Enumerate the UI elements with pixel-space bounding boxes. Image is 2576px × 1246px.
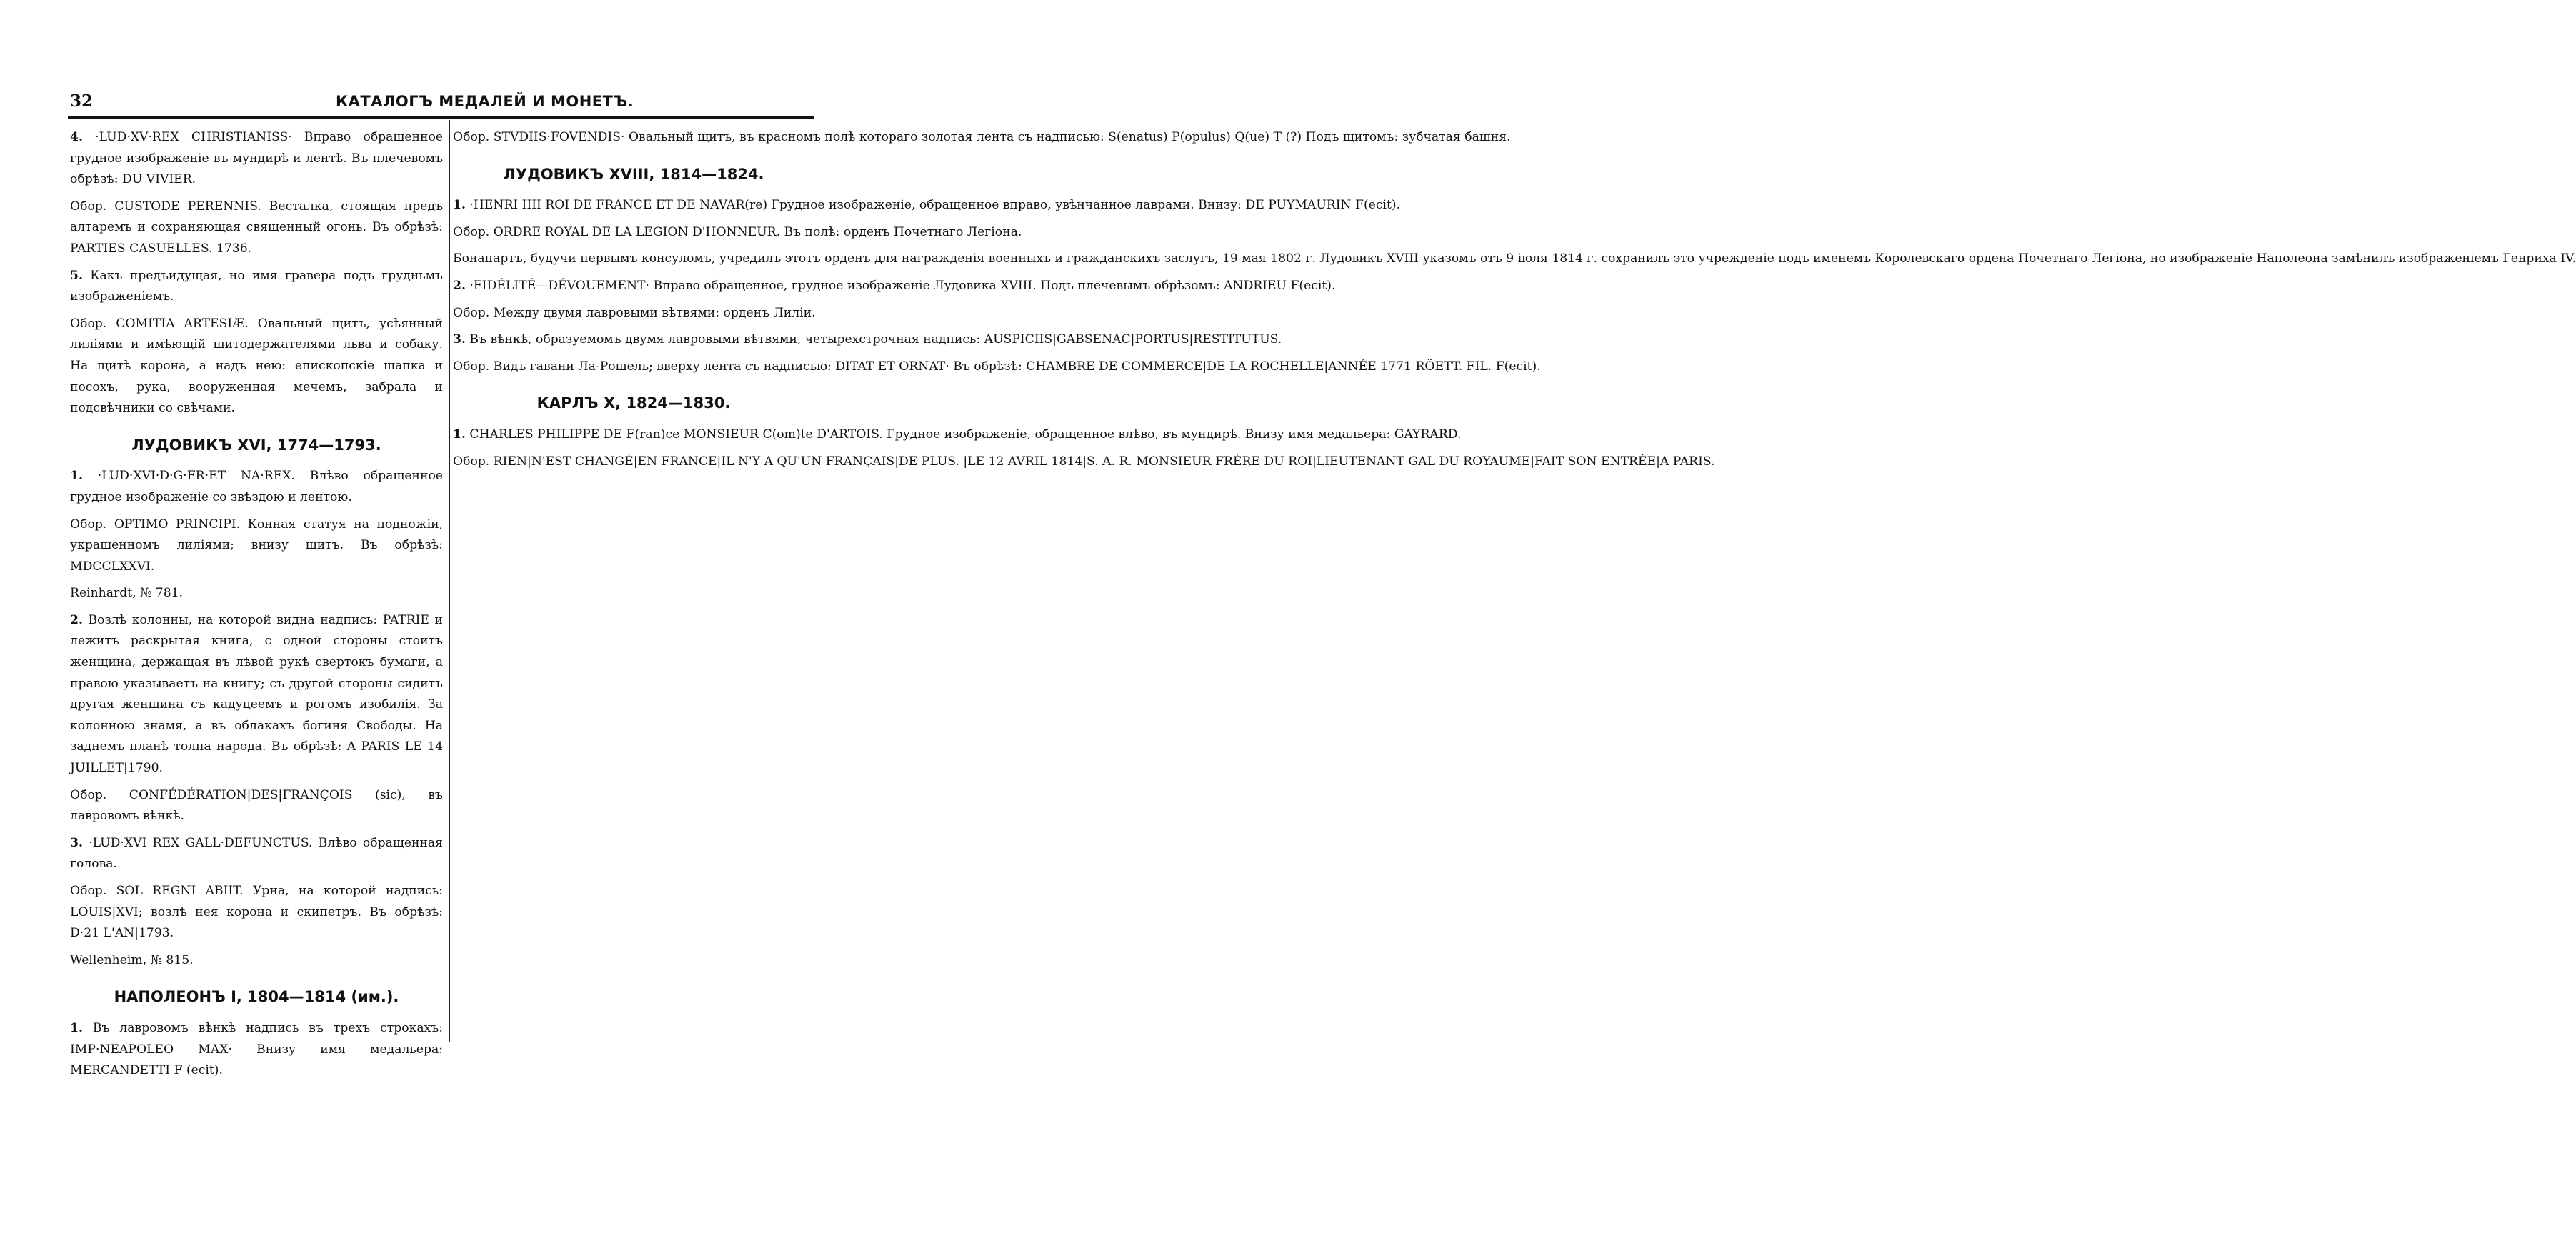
entry-text: Wellenheim, № 815. — [70, 952, 194, 967]
entry-text: ·LUD·XVI·D·G·FR·ET NA·REX. Влѣво обращенное грудное изображеніе со звѣздою и лентою. — [70, 469, 443, 504]
catalog-entry — [70, 196, 443, 260]
entry-text: Reinhardt, № 781. — [70, 586, 184, 601]
catalog-entry — [70, 833, 443, 875]
catalog-entry — [70, 466, 443, 508]
catalog-entry — [70, 266, 443, 308]
entries-louis18 — [453, 195, 2576, 377]
catalog-entry — [70, 583, 443, 604]
entry-text: Обор. CONFÉDÉRATION|DES|FRANÇOIS (sic), въ лавровомъ вѣнкѣ. — [70, 787, 443, 824]
heading-louis18: ЛУДОВИКЪ XVIII, 1814—1824. — [503, 165, 764, 183]
entries-napoleon — [70, 1018, 443, 1082]
entries-louis15 — [70, 127, 443, 419]
entry-text: Обор. Видъ гавани Ла-Рошель; вверху лента съ надписью: DITAT ET ORNAT· Въ обрѣзѣ: CHAMBRE DE COMMERCE|DE LA ROCHELLE|ANNÉE 1771 RÖETT. FIL. F(ecit). — [453, 359, 1541, 374]
catalog-entry — [70, 1018, 443, 1082]
heading-napoleon: НАПОЛЕОНЪ I, 1804—1814 (им.). — [114, 988, 399, 1006]
heading-louis16: ЛУДОВИКЪ XVI, 1774—1793. — [131, 436, 381, 454]
entry-text: Въ лавровомъ вѣнкѣ надпись въ трехъ строкахъ: IMP·NEAPOLEO MAX· Внизу имя медальера: MERCANDETTI F (ecit). — [70, 1020, 444, 1078]
entry-number: 4. — [70, 130, 83, 144]
catalog-entry — [453, 303, 814, 324]
catalog-entry — [453, 424, 1462, 446]
column-divider — [449, 120, 450, 1042]
right-column — [453, 127, 2576, 478]
entry-number: 3. — [453, 332, 466, 347]
entry-text: ·FIDÉLITÉ—DÉVOUEMENT· Вправо обращенное, грудное изображеніе Лудовика XVIII. Подъ плечевымъ обрѣзомъ: ANDRIEU F(ecit). — [469, 278, 1336, 293]
heading-charles10: КАРЛЪ X, 1824—1830. — [536, 394, 731, 412]
entry-text: CHARLES PHILIPPE DE F(ran)ce MONSIEUR C(om)te D'ARTOIS. Грудное изображеніе, обращенное влѣво, въ мундирѣ. Внизу имя медальера: GAYRARD. — [469, 427, 1462, 442]
catalog-entry — [453, 222, 1022, 244]
entry-number: 2. — [70, 612, 83, 627]
entry-number: 3. — [70, 835, 83, 850]
entry-text: Бонапартъ, будучи первымъ консуломъ, учредилъ этотъ орденъ для награжденія военныхъ и гражданскихъ заслугъ, 19 мая 1802 г. Лудовикъ XVIII указомъ отъ 9 іюля 1814 г. сохранилъ это учрежденіе подъ именемъ Королевскаго ордена Почетнаго Легіона, но изображеніе Наполеона замѣнилъ изображеніемъ Генриха IV. — [453, 251, 2576, 266]
entry-number: 1. — [70, 1020, 83, 1035]
catalog-entry — [70, 881, 443, 945]
entry-number: 1. — [70, 469, 83, 484]
entry-text: Обор. Между двумя лавровыми вѣтвями: орденъ Лиліи. — [453, 305, 816, 320]
entry-number: 1. — [453, 198, 466, 213]
entry-text: Возлѣ колонны, на которой видна надпись: PATRIE и лежитъ раскрытая книга, с одной стороны стоитъ женщина, держащая въ лѣвой рукѣ свертокъ бумаги, а правою указываетъ на книгу; съ другой стороны сидитъ другая женщина съ кадуцеемъ и рогомъ изобилія. За колонною знамя, а въ облакахъ богиня Свободы. На заднемъ планѣ толпа народа. Въ обрѣзѣ: A PARIS LE 14 JUILLET|1790. — [70, 612, 443, 776]
catalog-entry — [453, 195, 1401, 216]
catalog-entry — [70, 610, 443, 779]
catalog-entry — [70, 314, 443, 419]
entries-charles10 — [453, 424, 1715, 472]
entry-number: 2. — [453, 278, 466, 293]
catalog-entry — [453, 249, 2576, 270]
catalog-entry — [70, 950, 443, 972]
entry-text: Какъ предъидущая, но имя гравера подъ грудньмъ изображеніемъ. — [70, 268, 443, 304]
catalog-entry — [453, 276, 1336, 297]
entry-number: 5. — [70, 268, 83, 283]
entry-number: 1. — [453, 427, 466, 442]
entry-text: Обор. RIEN|N'EST CHANGÉ|EN FRANCE|IL N'Y A QU'UN FRANÇAIS|DE PLUS. |LE 12 AVRIL 1814|S. A. R. MONSIEUR FRÈRE DU ROI|LIEUTENANT GAL DU ROYAUME|FAIT SON ENTRÉE|A PARIS. — [453, 454, 1715, 469]
running-title: КАТАЛОГЪ МЕДАЛЕЙ И МОНЕТЪ. — [336, 93, 634, 110]
catalog-entry — [453, 329, 1282, 351]
header-rule — [68, 116, 814, 119]
catalog-entry — [70, 785, 443, 827]
entry-text: Обор. STVDIIS·FOVENDIS· Овальный щитъ, въ красномъ полѣ котораго золотая лента съ надписью: S(enatus) P(opulus) Q(ue) T (?) Подъ щитомъ: зубчатая башня. — [453, 130, 1511, 144]
entry-text: ·HENRI IIII ROI DE FRANCE ET DE NAVAR(re) Грудное изображеніе, обращенное вправо, увѣнчанное лаврами. Внизу: DE PUYMAURIN F(ecit). — [469, 198, 1401, 213]
catalog-entry — [70, 127, 443, 191]
entry-text: ·LUD·XV·REX CHRISTIANISS· Вправо обращенное грудное изображеніе въ мундирѣ и лентѣ. Въ плечевомъ обрѣзѣ: DU VIVIER. — [70, 130, 443, 187]
catalog-entry — [453, 127, 1511, 149]
catalog-entry — [453, 357, 1541, 378]
entry-text: Обор. SOL REGNI ABIIT. Урна, на которой надпись: LOUIS|XVI; возлѣ нея корона и скипетръ. Въ обрѣзѣ: D·21 L'AN|1793. — [70, 884, 443, 941]
catalog-entry — [453, 452, 1715, 473]
page-number: 32 — [70, 91, 94, 111]
catalog-entry — [70, 514, 443, 578]
entry-text: ·LUD·XVI REX GALL·DEFUNCTUS. Влѣво обращенная голова. — [70, 835, 443, 872]
entry-text: Обор. ORDRE ROYAL DE LA LEGION D'HONNEUR. Въ полѣ: орденъ Почетнаго Легіона. — [453, 224, 1022, 239]
entry-text: Обор. OPTIMO PRINCIPI. Конная статуя на подножіи, украшенномъ лиліями; внизу щитъ. Въ обрѣзѣ: MDCCLXXVI. — [70, 517, 443, 574]
entries-continued — [453, 127, 1511, 149]
entry-text: Обор. COMITIA ARTESIÆ. Овальный щитъ, усѣянный лиліями и имѣющій щитодержателями льва и собаку. На щитѣ корона, а надъ нею: епископскіе шапка и посохъ, рука, вооруженная мечемъ, забрала и подсвѣчники со свѣчами. — [70, 316, 443, 416]
left-column — [70, 127, 443, 1087]
entries-louis16 — [70, 466, 443, 971]
entry-text: Обор. CUSTODE PERENNIS. Весталка, стоящая предъ алтаремъ и сохраняющая священный огонь. Въ обрѣзѣ: PARTIES CASUELLES. 1736. — [70, 199, 443, 256]
entry-text: Въ вѣнкѣ, образуемомъ двумя лавровыми вѣтвями, четырехстрочная надпись: AUSPICIIS|GABSENAC|PORTUS|RESTITUTUS. — [469, 332, 1282, 347]
